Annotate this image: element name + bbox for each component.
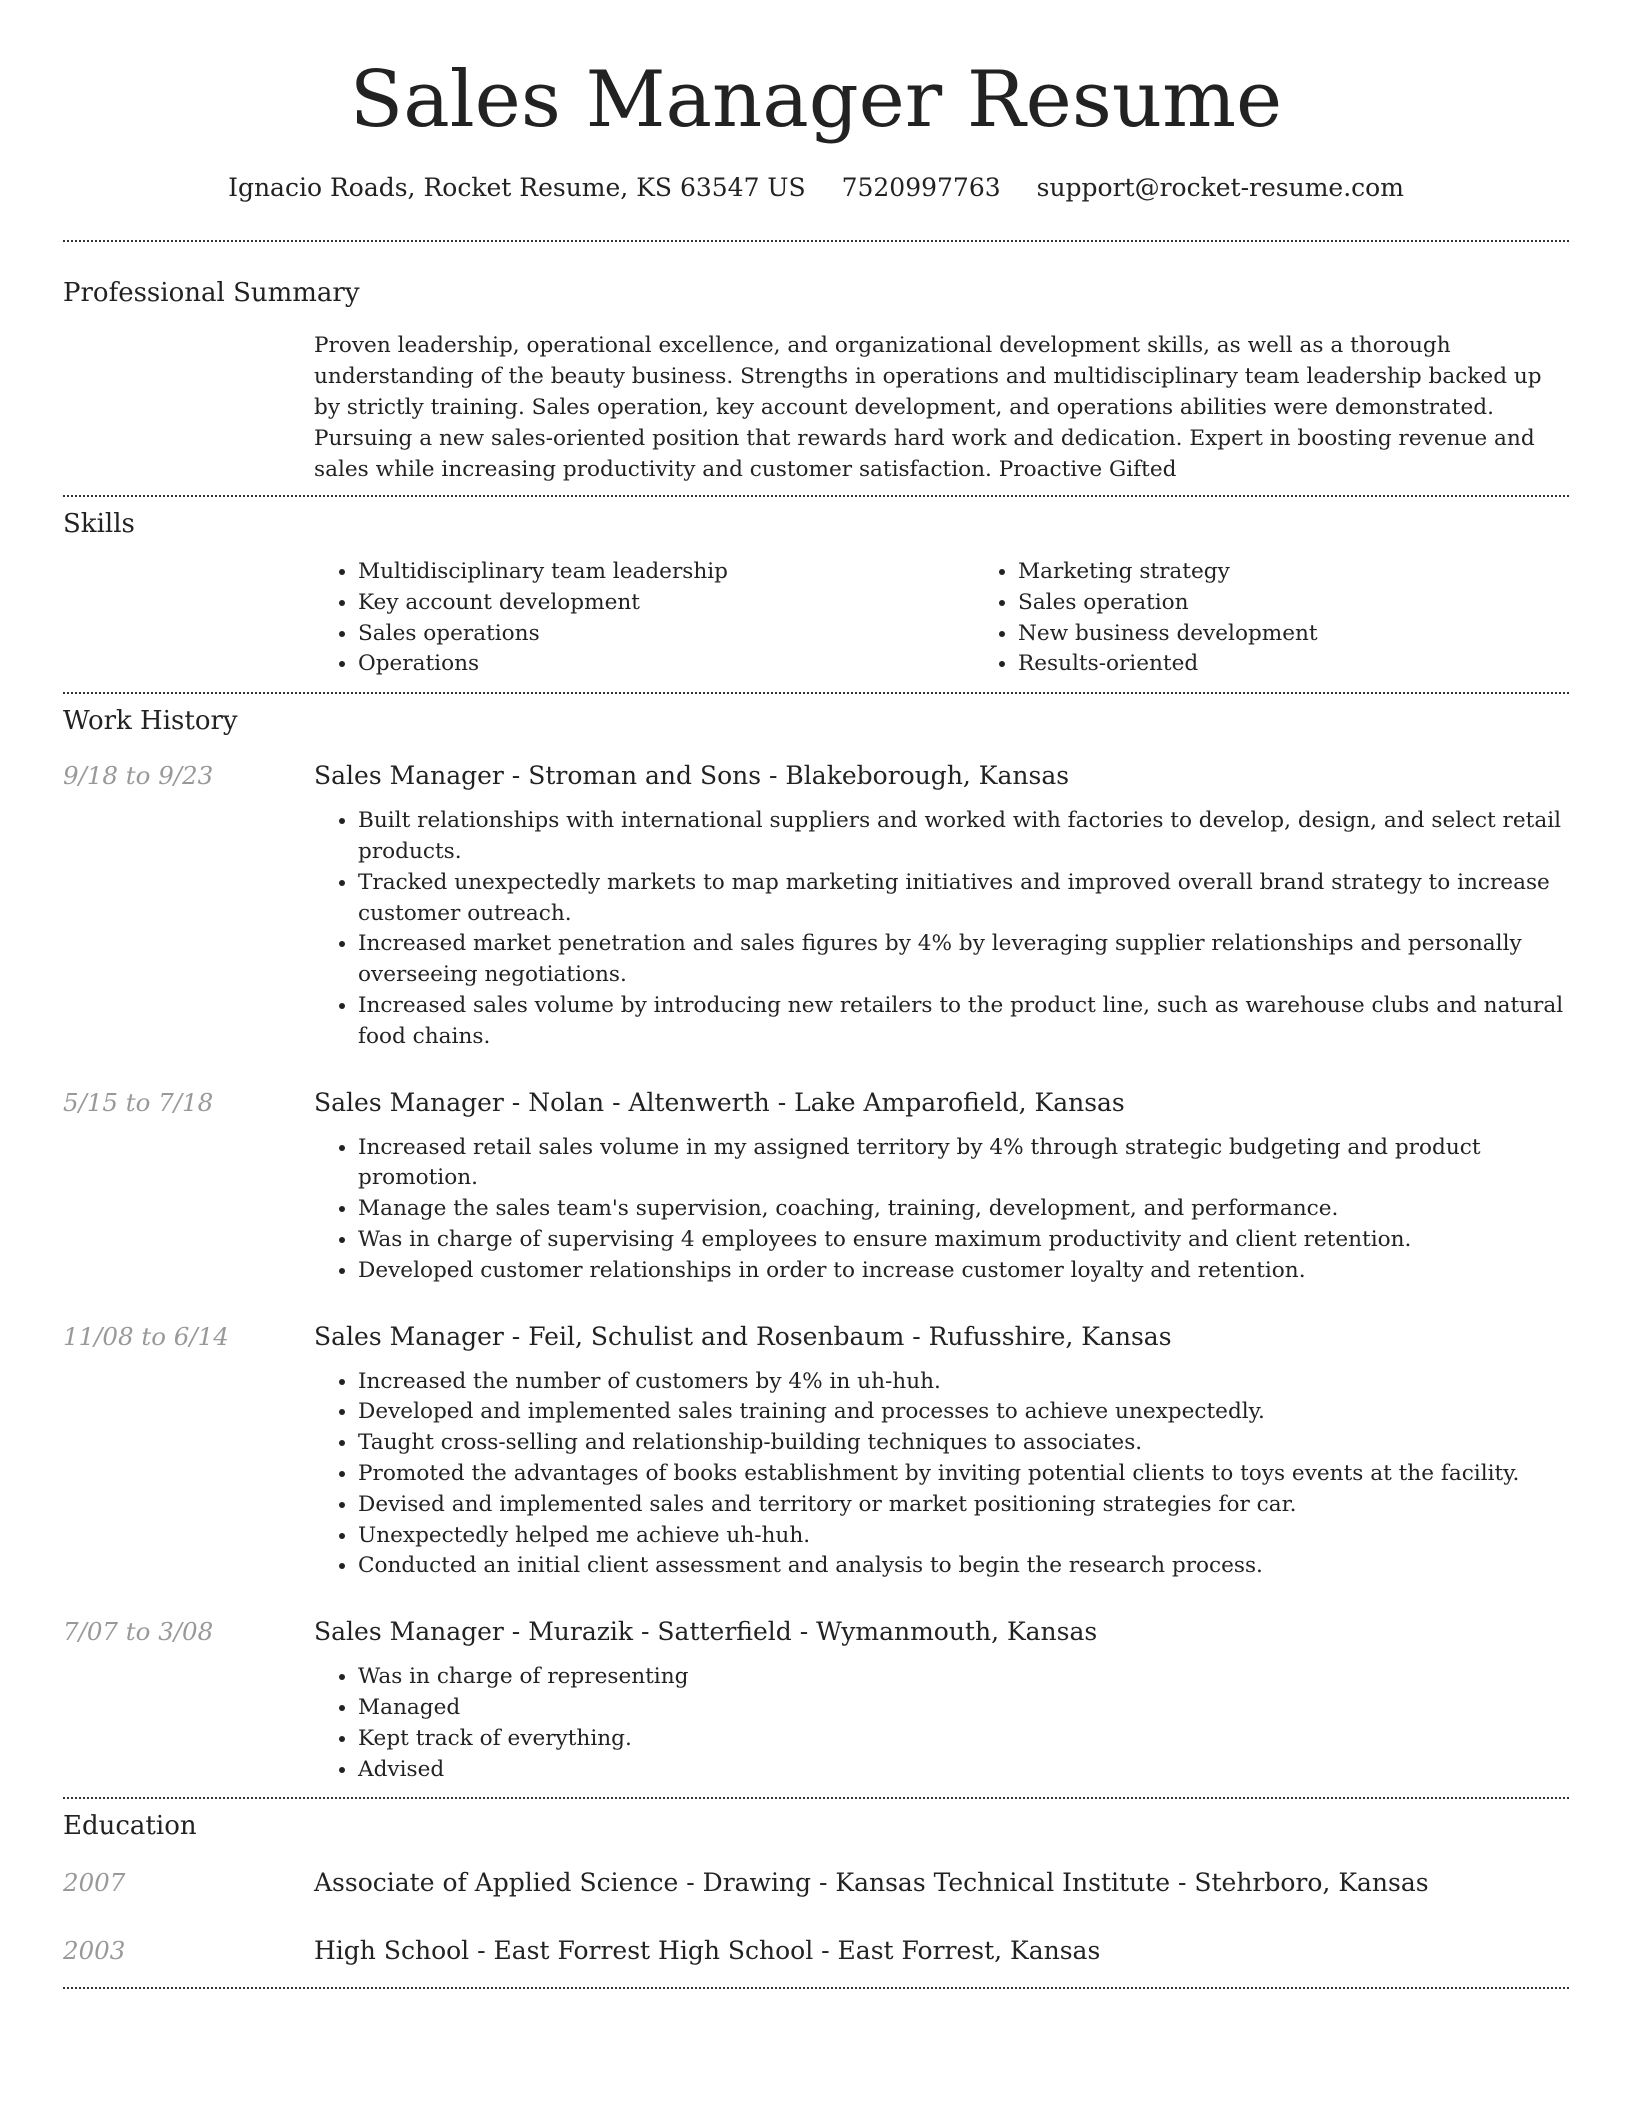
skill-item: • Multidisciplinary team leadership [358,557,974,588]
job-bullet: • Increased market penetration and sales figures by 4% by leveraging supplier relationships and personally overseeing negotiations. [358,929,1569,991]
job-heading: Sales Manager - Stroman and Sons - Blakeborough, Kansas [314,761,1070,791]
skill-item: • Key account development [358,588,974,619]
skill-item: • New business development [1018,619,1632,650]
job-bullet: • Kept track of everything. [358,1724,1569,1755]
job-bullets [314,1133,1569,1287]
skills-list-left [314,557,974,680]
skill-item: • Operations [358,649,974,680]
skills-list-right [974,557,1632,680]
section-title-summary: Professional Summary [63,278,360,308]
job-bullet: • Taught cross-selling and relationship-building techniques to associates. [358,1428,1569,1459]
skill-item: • Sales operations [358,619,974,650]
job-dates: 7/07 to 3/08 [63,1617,214,1647]
job-bullet: • Unexpectedly helped me achieve uh-huh. [358,1521,1569,1552]
job-heading: Sales Manager - Murazik - Satterfield - Wymanmouth, Kansas [314,1617,1098,1647]
job-bullet: • Promoted the advantages of books establishment by inviting potential clients to toys events at the facility. [358,1459,1569,1490]
job-heading: Sales Manager - Feil, Schulist and Rosenbaum - Rufusshire, Kansas [314,1321,1172,1351]
divider [63,692,1569,694]
section-title-skills: Skills [63,509,135,539]
job-bullet: • Increased retail sales volume in my assigned territory by 4% through strategic budgeting and product promotion. [358,1133,1569,1195]
job-bullet: • Tracked unexpectedly markets to map marketing initiatives and improved overall brand strategy to increase customer outreach. [358,868,1569,930]
skills-section [63,507,1569,680]
job-dates: 5/15 to 7/18 [63,1087,214,1117]
skill-item: • Marketing strategy [1018,557,1632,588]
job-bullet: • Increased the number of customers by 4% in uh-huh. [358,1367,1569,1398]
section-title-work: Work History [63,706,238,737]
job-bullet: • Was in charge of representing [358,1662,1569,1693]
job-bullet: • Managed [358,1693,1569,1724]
education-year: 2003 [63,1936,126,1966]
job-bullet: • Increased sales volume by introducing new retailers to the product line, such as warehouse clubs and natural food chains. [358,991,1569,1053]
education-year: 2007 [63,1868,126,1898]
work-section [63,704,1569,1785]
divider [63,1797,1569,1799]
job-bullet: • Developed and implemented sales training and processes to achieve unexpectedly. [358,1397,1569,1428]
job-entry [63,760,1569,1052]
education-heading: Associate of Applied Science - Drawing - Kansas Technical Institute - Stehrboro, Kansas [314,1868,1429,1898]
summary-text: Proven leadership, operational excellence, and organizational development skills, as well as a thorough understanding of the beauty business. Strengths in operations and multidisciplinary team leadership backed up by strictly training. Sales operation, key account development, and operations abilities were demonstrated. Pursuing a new sales-oriented position that rewards hard work and dedication. Expert in boosting revenue and sales while increasing productivity and customer satisfaction. Proactive Gifted [314,333,1542,482]
education-section [63,1809,1569,1967]
education-entry [63,1935,1569,1967]
job-bullets [314,1367,1569,1583]
job-bullet: • Advised [358,1755,1569,1786]
skill-item: • Results-oriented [1018,649,1632,680]
job-bullet: • Conducted an initial client assessment and analysis to begin the research process. [358,1551,1569,1582]
divider [63,1987,1569,1989]
summary-section [63,276,1569,485]
divider [63,495,1569,497]
job-heading: Sales Manager - Nolan - Altenwerth - Lake Amparofield, Kansas [314,1087,1125,1117]
section-title-education: Education [63,1811,197,1842]
job-dates: 11/08 to 6/14 [63,1321,229,1351]
contact-phone: 7520997763 [841,173,1001,202]
job-bullet: • Developed customer relationships in order to increase customer loyalty and retention. [358,1256,1569,1287]
job-entry [63,1321,1569,1583]
job-bullet: • Was in charge of supervising 4 employees to ensure maximum productivity and client retention. [358,1225,1569,1256]
contact-line [63,172,1569,204]
job-bullets [314,806,1569,1052]
job-bullets [314,1662,1569,1785]
skill-item: • Sales operation [1018,588,1632,619]
education-entry [63,1867,1569,1899]
contact-email: support@rocket-resume.com [1036,173,1404,202]
job-entry [63,1087,1569,1287]
job-dates: 9/18 to 9/23 [63,761,214,791]
job-entry [63,1616,1569,1785]
education-heading: High School - East Forrest High School - East Forrest, Kansas [314,1936,1101,1966]
resume-title: Sales Manager Resume [349,55,1283,145]
job-bullet: • Devised and implemented sales and territory or market positioning strategies for car. [358,1490,1569,1521]
job-bullet: • Manage the sales team's supervision, coaching, training, development, and performance. [358,1194,1569,1225]
job-bullet: • Built relationships with international suppliers and worked with factories to develop, design, and select retail products. [358,806,1569,868]
contact-address: Ignacio Roads, Rocket Resume, KS 63547 US [228,173,806,202]
divider [63,240,1569,242]
